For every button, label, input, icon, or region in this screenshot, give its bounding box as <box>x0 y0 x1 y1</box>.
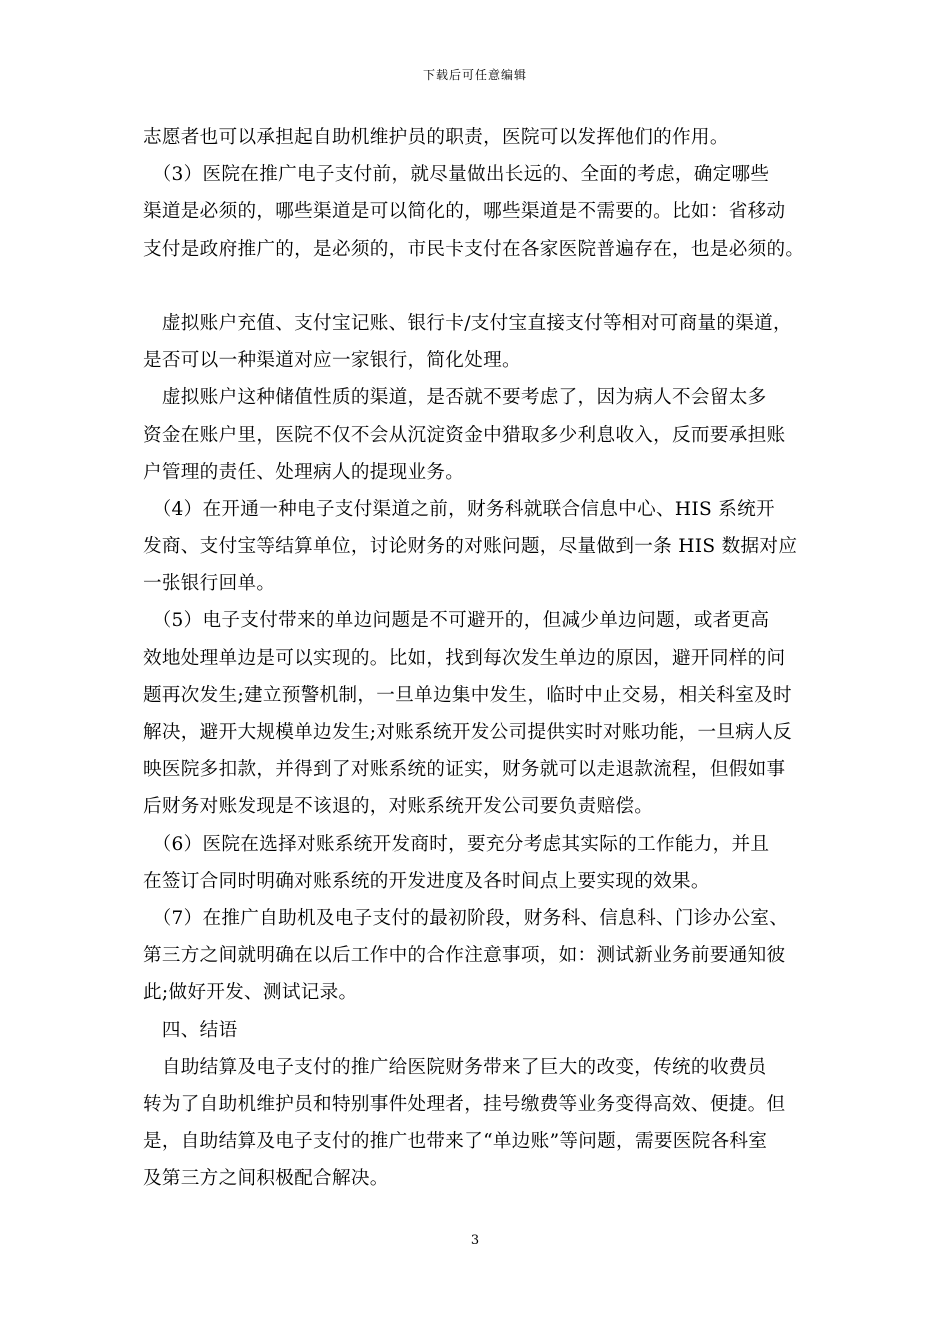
body-line: 题再次发生;建立预警机制，一旦单边集中发生，临时中止交易，相关科室及时 <box>143 684 792 706</box>
body-line: 及第三方之间积极配合解决。 <box>143 1168 389 1190</box>
body-line: 是，自助结算及电子支付的推广也带来了“单边账”等问题，需要医院各科室 <box>143 1131 768 1153</box>
body-line: （6）医院在选择对账系统开发商时，要充分考虑其实际的工作能力，并且 <box>143 833 770 855</box>
body-line: 在签订合同时明确对账系统的开发进度及各时间点上要实现的效果。 <box>143 870 710 892</box>
body-line: 资金在账户里，医院不仅不会从沉淀资金中猎取多少利息收入，反而要承担账 <box>143 424 786 446</box>
body-line: 第三方之间就明确在以后工作中的合作注意事项，如：测试新业务前要通知彼 <box>143 945 786 967</box>
body-line: 映医院多扣款，并得到了对账系统的证实，财务就可以走退款流程，但假如事 <box>143 759 786 781</box>
blank-line <box>143 268 823 305</box>
body-line: 后财务对账发现是不该退的，对账系统开发公司要负责赔偿。 <box>143 796 654 818</box>
page-header: 下载后可任意编辑 <box>422 68 527 82</box>
section-heading: 四、结语 <box>143 1019 238 1041</box>
body-line: （7）在推广自助机及电子支付的最初阶段，财务科、信息科、门诊办公室、 <box>143 907 789 929</box>
body-line: 此;做好开发、测试记录。 <box>143 982 358 1004</box>
page-number: 3 <box>470 1233 480 1248</box>
body-line: 虚拟账户充值、支付宝记账、银行卡/支付宝直接支付等相对可商量的渠道， <box>143 312 792 334</box>
body-line: 转为了自助机维护员和特别事件处理者，挂号缴费等业务变得高效、便捷。但 <box>143 1093 786 1115</box>
body-line: （3）医院在推广电子支付前，就尽量做出长远的、全面的考虑，确定哪些 <box>143 164 770 186</box>
body-line: 发商、支付宝等结算单位，讨论财务的对账问题，尽量做到一条 HIS 数据对应 <box>143 536 798 558</box>
body-line: （4）在开通一种电子支付渠道之前，财务科就联合信息中心、HIS 系统开 <box>143 498 775 520</box>
document-body <box>143 119 823 1197</box>
body-line: 一张银行回单。 <box>143 573 276 595</box>
body-line: 效地处理单边是可以实现的。比如，找到每次发生单边的原因，避开同样的问 <box>143 647 786 669</box>
body-line: 渠道是必须的，哪些渠道是可以简化的，哪些渠道是不需要的。比如：省移动 <box>143 201 786 223</box>
body-line: 支付是政府推广的，是必须的，市民卡支付在各家医院普遍存在，也是必须的。 <box>143 238 805 260</box>
body-line: 是否可以一种渠道对应一家银行，简化处理。 <box>143 350 521 372</box>
body-line: 解决，避开大规模单边发生;对账系统开发公司提供实时对账功能，一旦病人反 <box>143 722 792 743</box>
body-line: 自助结算及电子支付的推广给医院财务带来了巨大的改变，传统的收费员 <box>143 1056 767 1078</box>
body-line: （5）电子支付带来的单边问题是不可避开的，但减少单边问题，或者更高 <box>143 610 770 632</box>
body-line: 户管理的责任、处理病人的提现业务。 <box>143 461 465 483</box>
body-line: 虚拟账户这种储值性质的渠道，是否就不要考虑了，因为病人不会留太多 <box>143 387 767 409</box>
body-line: 志愿者也可以承担起自助机维护员的职责，医院可以发挥他们的作用。 <box>143 127 729 148</box>
